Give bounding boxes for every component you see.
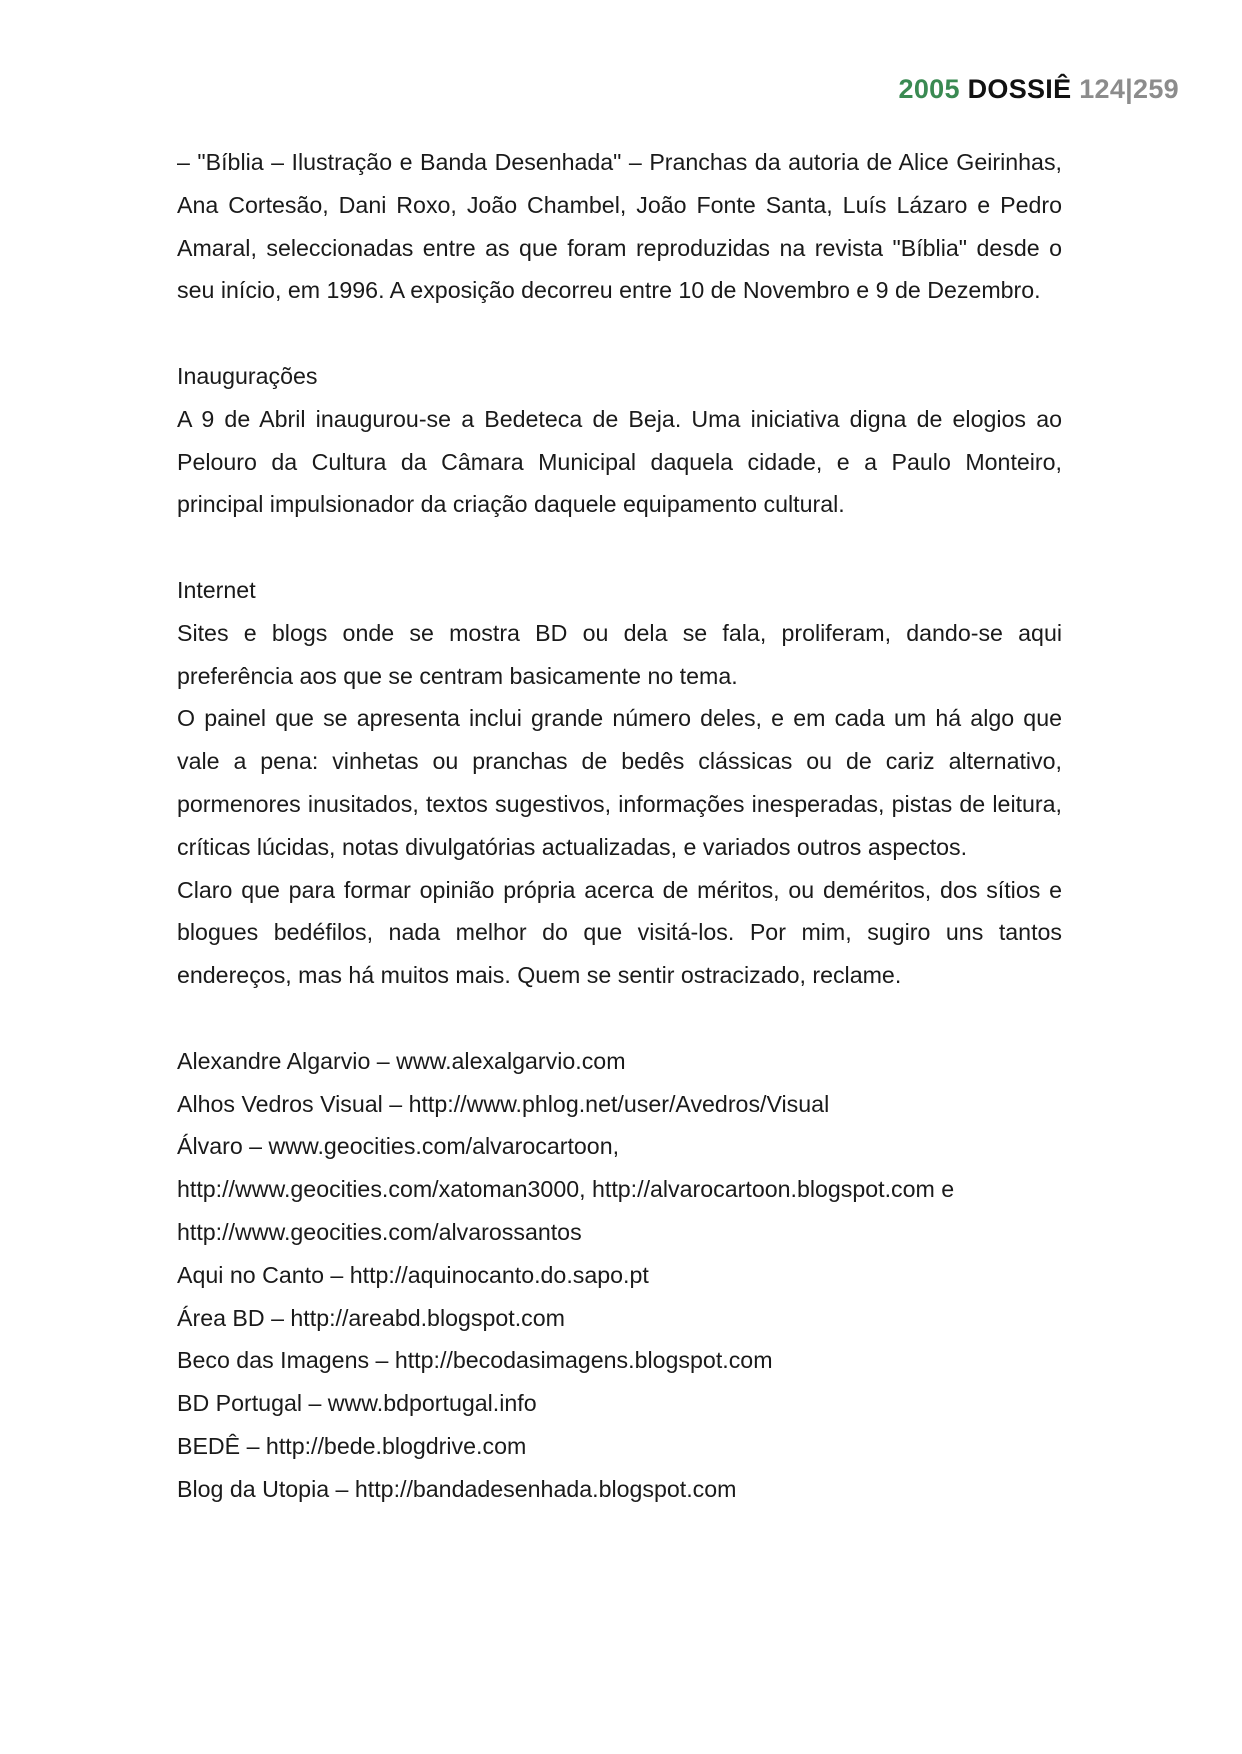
link-list-item: BEDÊ – http://bede.blogdrive.com xyxy=(177,1432,527,1459)
link-list xyxy=(177,1040,1062,1511)
header-title: DOSSIÊ xyxy=(967,74,1072,104)
document-body xyxy=(177,141,1062,1511)
link-list-item: Alexandre Algarvio – www.alexalgarvio.com xyxy=(177,1047,626,1074)
link-list-item: BD Portugal – www.bdportugal.info xyxy=(177,1390,537,1417)
internet-paragraph: Claro que para formar opinião própria acerca de méritos, ou deméritos, dos sítios e blogues bedéfilos, nada melhor do que visitá-los. Por mim, sugiro uns tantos endereços, mas há muitos mais. Quem se sentir ostracizado, reclame. xyxy=(177,876,1062,989)
section-heading-inauguracoes: Inaugurações xyxy=(177,362,318,389)
inauguracoes-paragraph: A 9 de Abril inaugurou-se a Bedeteca de Beja. Uma iniciativa digna de elogios ao Pelouro da Cultura da Câmara Municipal daquela cidade, e a Paulo Monteiro, principal impulsionador da criação daquele equipamento cultural. xyxy=(177,405,1062,518)
link-list-item: Aqui no Canto – http://aquinocanto.do.sapo.pt xyxy=(177,1261,649,1288)
section-heading-internet: Internet xyxy=(177,576,256,603)
header-year: 2005 xyxy=(898,74,960,104)
header-page-number: 124|259 xyxy=(1079,74,1179,104)
spacer xyxy=(177,526,1062,569)
internet-paragraph: O painel que se apresenta inclui grande número deles, e em cada um há algo que vale a pena: vinhetas ou pranchas de bedês clássicas ou de cariz alternativo, pormenores inusitados, textos sugestivos, informações inesperadas, pistas de leitura, críticas lúcidas, notas divulgatórias actualizadas, e variados outros aspectos. xyxy=(177,705,1062,860)
intro-paragraph: – "Bíblia – Ilustração e Banda Desenhada" – Pranchas da autoria de Alice Geirinhas, Ana Cortesão, Dani Roxo, João Chambel, João Fonte Santa, Luís Lázaro e Pedro Amaral, seleccionadas entre as que foram reproduzidas na revista "Bíblia" desde o seu início, em 1996. A exposição decorreu entre 10 de Novembro e 9 de Dezembro. xyxy=(177,149,1062,304)
page-header xyxy=(899,74,1179,105)
spacer xyxy=(177,997,1062,1040)
spacer xyxy=(177,312,1062,355)
link-list-item: Beco das Imagens – http://becodasimagens.blogspot.com xyxy=(177,1347,773,1374)
link-list-item: Alhos Vedros Visual – http://www.phlog.net/user/Avedros/Visual xyxy=(177,1090,830,1117)
link-list-item: http://www.geocities.com/alvarossantos xyxy=(177,1218,582,1245)
link-list-item: Blog da Utopia – http://bandadesenhada.blogspot.com xyxy=(177,1475,737,1502)
link-list-item: http://www.geocities.com/xatoman3000, http://alvarocartoon.blogspot.com e xyxy=(177,1176,955,1203)
link-list-item: Área BD – http://areabd.blogspot.com xyxy=(177,1304,565,1331)
internet-paragraph: Sites e blogs onde se mostra BD ou dela se fala, proliferam, dando-se aqui preferência aos que se centram basicamente no tema. xyxy=(177,619,1062,689)
link-list-item: Álvaro – www.geocities.com/alvarocartoon, xyxy=(177,1133,620,1160)
